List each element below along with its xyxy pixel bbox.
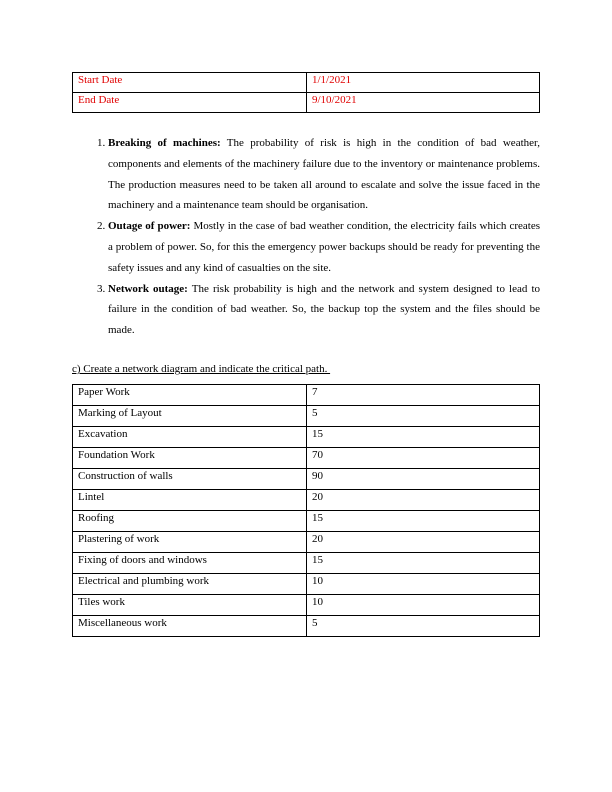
activity-duration: 5 bbox=[307, 406, 540, 427]
table-row bbox=[73, 553, 540, 574]
risk-item-breaking-of-machines bbox=[108, 133, 540, 216]
activity-name: Foundation Work bbox=[73, 448, 307, 469]
activity-name: Marking of Layout bbox=[73, 406, 307, 427]
activity-name: Construction of walls bbox=[73, 469, 307, 490]
table-row bbox=[73, 427, 540, 448]
date-table bbox=[72, 72, 540, 113]
section-heading: c) Create a network diagram and indicate the critical path. bbox=[72, 363, 331, 375]
end-date-value: 9/10/2021 bbox=[307, 93, 540, 113]
activity-duration: 10 bbox=[307, 574, 540, 595]
start-date-value: 1/1/2021 bbox=[307, 73, 540, 93]
activity-name: Plastering of work bbox=[73, 532, 307, 553]
activity-name: Lintel bbox=[73, 490, 307, 511]
activity-duration: 15 bbox=[307, 427, 540, 448]
risk-item-network-outage bbox=[108, 279, 540, 341]
activity-name: Paper Work bbox=[73, 385, 307, 406]
activity-duration: 15 bbox=[307, 553, 540, 574]
risk-item-outage-of-power bbox=[108, 216, 540, 278]
table-row bbox=[73, 73, 540, 93]
start-date-label: Start Date bbox=[73, 73, 307, 93]
activity-name: Roofing bbox=[73, 511, 307, 532]
activity-duration: 5 bbox=[307, 616, 540, 637]
table-row bbox=[73, 490, 540, 511]
activity-duration: 20 bbox=[307, 490, 540, 511]
activity-name: Miscellaneous work bbox=[73, 616, 307, 637]
table-row bbox=[73, 616, 540, 637]
activity-duration: 7 bbox=[307, 385, 540, 406]
table-row bbox=[73, 469, 540, 490]
table-row bbox=[73, 448, 540, 469]
activity-name: Electrical and plumbing work bbox=[73, 574, 307, 595]
table-row bbox=[73, 532, 540, 553]
table-row bbox=[73, 385, 540, 406]
risk-title: Outage of power: bbox=[108, 220, 191, 233]
table-row bbox=[73, 574, 540, 595]
activity-duration: 90 bbox=[307, 469, 540, 490]
table-row bbox=[73, 406, 540, 427]
table-row bbox=[73, 511, 540, 532]
activity-table bbox=[72, 384, 540, 637]
risk-title: Network outage: bbox=[108, 282, 188, 295]
risk-text: The probability of risk is high in the condition of bad weather, components and elements of the machinery failure due to the inventory or maintenance problems. The production measures need to be taken all around to escalate and solve the issue faced in the machinery and a maintenance team should be organisation. bbox=[108, 137, 540, 212]
risk-title: Breaking of machines: bbox=[108, 137, 221, 149]
activity-duration: 15 bbox=[307, 511, 540, 532]
activity-name: Excavation bbox=[73, 427, 307, 448]
risk-text: The risk probability is high and the network and system designed to lead to failure in the condition of bad weather. So, the backup top the system and the files should be made. bbox=[108, 282, 541, 337]
table-row bbox=[73, 93, 540, 113]
end-date-label: End Date bbox=[73, 93, 307, 113]
activity-name: Tiles work bbox=[73, 595, 307, 616]
risk-text: Mostly in the case of bad weather condition, the electricity fails which creates a problem of power. So, for this the emergency power backups should be ready for preventing the safety issues and any kind of casualties on the site. bbox=[108, 220, 540, 274]
activity-duration: 10 bbox=[307, 595, 540, 616]
risk-list bbox=[72, 133, 540, 341]
table-row bbox=[73, 595, 540, 616]
activity-duration: 70 bbox=[307, 448, 540, 469]
activity-name: Fixing of doors and windows bbox=[73, 553, 307, 574]
activity-duration: 20 bbox=[307, 532, 540, 553]
